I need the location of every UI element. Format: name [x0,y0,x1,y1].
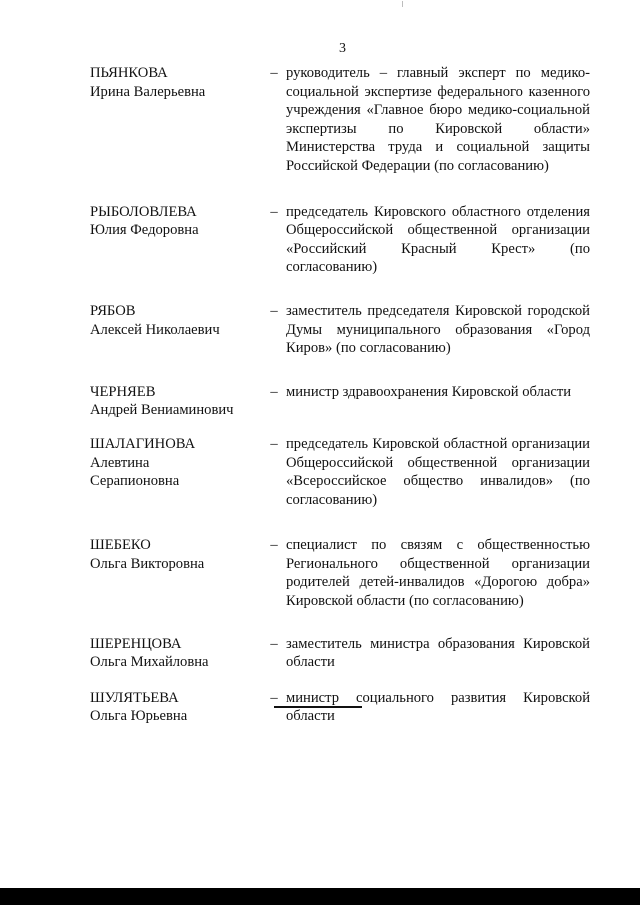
separator-dash: – [270,435,278,452]
page-number: 3 [339,41,346,56]
member-entry [90,635,590,672]
member-name [90,64,262,101]
member-entry [90,383,590,420]
separator-dash: – [270,635,278,652]
separator-dash: – [270,383,278,400]
member-given-name: Алевтина Серапионовна [90,454,180,490]
end-rule [274,706,362,708]
member-surname: ЧЕРНЯЕВ [90,383,156,400]
member-surname: ПЬЯНКОВА [90,65,168,81]
member-given-name: Юлия Федоровна [90,222,199,239]
member-given-name: Андрей Вениаминович [90,402,234,419]
separator-dash: – [270,203,278,220]
member-list [90,64,590,753]
member-role: министр здравоохранения Кировской области [286,383,572,400]
member-name [90,203,262,240]
member-given-name: Ольга Юрьевна [90,708,188,725]
member-name [90,383,262,420]
member-role: заместитель председателя Кировской городской Думы муниципального образования «Город Киров» (по согласованию) [286,302,590,357]
scan-tick-mark [402,1,403,7]
member-given-name: Ольга Михайловна [90,654,209,671]
member-given-name: Ирина Валерьевна [90,83,206,100]
member-entry [90,64,590,176]
member-surname: РЯБОВ [90,302,136,319]
member-name [90,536,262,573]
separator-dash: – [270,537,278,554]
member-surname: ШУЛЯТЬЕВА [90,689,179,706]
member-entry [90,302,590,358]
member-name [90,689,262,726]
member-role: министр социального развития Кировской области [286,689,590,725]
member-surname: ШАЛАГИНОВА [90,435,196,452]
member-role: заместитель министра образования Кировской области [286,635,590,671]
member-role: председатель Кировской областной организации Общероссийской общественной организации «Всероссийское общество инвалидов» (по согласованию) [286,435,590,508]
member-entry [90,435,590,509]
member-given-name: Ольга Викторовна [90,555,205,572]
member-role: председатель Кировского областного отделения Общероссийской общественной организации «Российский Красный Крест» (по согласованию) [286,203,590,276]
separator-dash: – [270,302,278,319]
scan-bottom-bar [0,888,640,905]
member-entry [90,536,590,610]
separator-dash: – [270,65,278,81]
member-name [90,302,262,339]
member-name [90,435,262,491]
separator-dash: – [270,689,278,706]
member-role: специалист по связям с общественностью Регионального общественной организации родителей детей-инвалидов «Дорогою добра» Кировской области (по согласованию) [286,537,590,610]
member-name [90,635,262,672]
member-surname: ШЕРЕНЦОВА [90,635,182,652]
member-surname: РЫБОЛОВЛЕВА [90,203,197,220]
member-surname: ШЕБЕКО [90,537,151,554]
member-role: руководитель – главный эксперт по медико-социальной экспертизе федерального казенного учреждения «Главное бюро медико-социальной экспертизы по Кировской области» Министерства труда и социальной защиты Российской Федерации (по согласованию) [286,65,590,174]
member-entry [90,203,590,277]
member-given-name: Алексей Николаевич [90,321,220,338]
